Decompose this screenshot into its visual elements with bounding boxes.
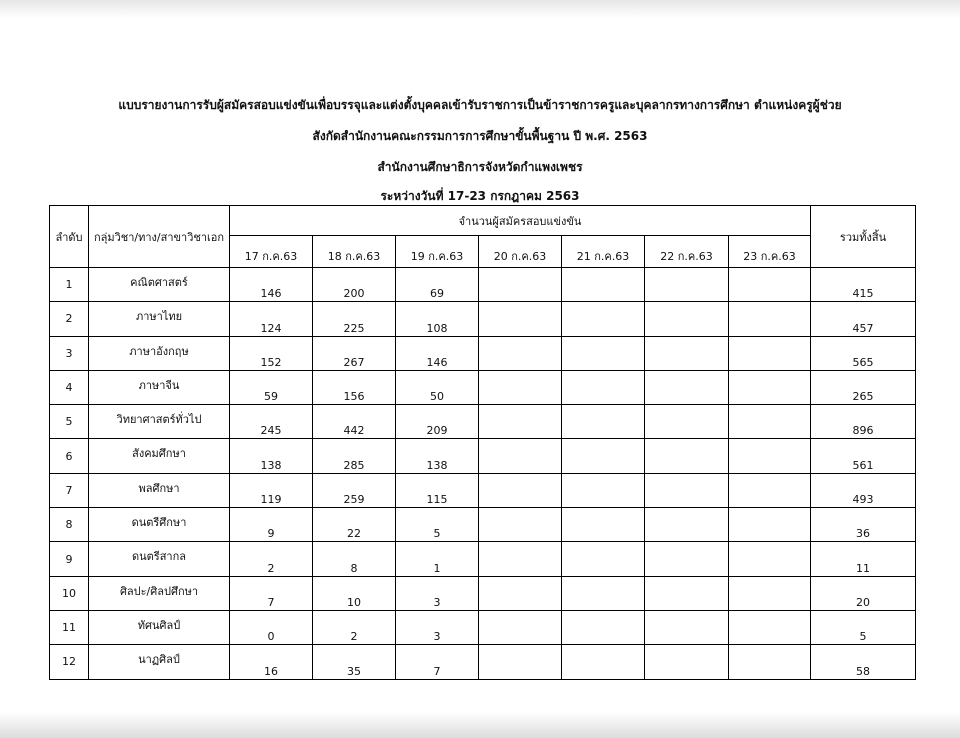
report-subtitle-office: สำนักงานศึกษาธิการจังหวัดกำแพงเพชร <box>377 160 583 174</box>
row-count-cell: 138 <box>396 439 479 473</box>
row-subject: ดนตรีสากล <box>89 542 230 576</box>
row-count-cell: 8 <box>313 542 396 576</box>
row-index: 7 <box>50 473 89 507</box>
table-row <box>50 439 916 473</box>
row-subject: ภาษาจีน <box>89 370 230 404</box>
row-count-cell: 50 <box>396 370 479 404</box>
report-date-range: ระหว่างวันที่ 17-23 กรกฎาคม 2563 <box>380 189 580 203</box>
header-date: 18 ก.ค.63 <box>313 236 396 268</box>
row-count-cell <box>645 439 729 473</box>
header-applicants-group: จำนวนผู้สมัครสอบแข่งขัน <box>230 206 811 236</box>
row-count-cell: 245 <box>230 405 313 439</box>
row-count-cell <box>729 610 811 644</box>
row-total: 36 <box>811 508 916 542</box>
row-index: 2 <box>50 302 89 336</box>
row-total: 493 <box>811 473 916 507</box>
row-total: 5 <box>811 610 916 644</box>
table-row <box>50 336 916 370</box>
row-index: 1 <box>50 268 89 302</box>
row-total: 561 <box>811 439 916 473</box>
row-count-cell <box>562 473 645 507</box>
row-count-cell: 3 <box>396 610 479 644</box>
table-row <box>50 542 916 576</box>
row-count-cell <box>562 302 645 336</box>
row-count-cell <box>479 508 562 542</box>
row-count-cell <box>645 576 729 610</box>
row-subject: พลศึกษา <box>89 473 230 507</box>
row-count-cell: 115 <box>396 473 479 507</box>
row-index: 5 <box>50 405 89 439</box>
row-count-cell <box>645 405 729 439</box>
row-subject: ภาษาไทย <box>89 302 230 336</box>
row-count-cell <box>729 508 811 542</box>
header-date: 19 ก.ค.63 <box>396 236 479 268</box>
header-date: 22 ก.ค.63 <box>645 236 729 268</box>
report-title: แบบรายงานการรับผู้สมัครสอบแข่งขันเพื่อบรรจุและแต่งตั้งบุคคลเข้ารับราชการเป็นข้าราชการครูและบุคลากรทางการศึกษา ตำแหน่งครูผู้ช่วย <box>118 98 842 112</box>
row-count-cell <box>562 405 645 439</box>
row-count-cell <box>729 336 811 370</box>
row-count-cell <box>729 439 811 473</box>
row-count-cell <box>562 542 645 576</box>
table-body <box>50 268 916 680</box>
table-row <box>50 508 916 542</box>
row-count-cell: 209 <box>396 405 479 439</box>
row-count-cell <box>729 473 811 507</box>
row-count-cell <box>479 302 562 336</box>
header-date: 21 ก.ค.63 <box>562 236 645 268</box>
row-total: 565 <box>811 336 916 370</box>
row-count-cell <box>645 508 729 542</box>
row-count-cell: 225 <box>313 302 396 336</box>
row-total: 415 <box>811 268 916 302</box>
row-total: 457 <box>811 302 916 336</box>
table-row <box>50 576 916 610</box>
row-count-cell: 0 <box>230 610 313 644</box>
row-count-cell <box>562 508 645 542</box>
header-date: 20 ก.ค.63 <box>479 236 562 268</box>
row-count-cell <box>729 268 811 302</box>
row-index: 12 <box>50 645 89 679</box>
row-count-cell <box>479 439 562 473</box>
row-index: 6 <box>50 439 89 473</box>
row-total: 896 <box>811 405 916 439</box>
row-count-cell <box>479 576 562 610</box>
row-subject: ภาษาอังกฤษ <box>89 336 230 370</box>
row-count-cell: 146 <box>230 268 313 302</box>
row-count-cell: 108 <box>396 302 479 336</box>
header-date: 23 ก.ค.63 <box>729 236 811 268</box>
row-count-cell <box>729 576 811 610</box>
row-count-cell: 138 <box>230 439 313 473</box>
row-count-cell <box>645 542 729 576</box>
row-count-cell <box>562 268 645 302</box>
row-count-cell: 59 <box>230 370 313 404</box>
row-count-cell: 1 <box>396 542 479 576</box>
row-index: 9 <box>50 542 89 576</box>
row-index: 8 <box>50 508 89 542</box>
report-subtitle-agency: สังกัดสำนักงานคณะกรรมการการศึกษาขั้นพื้นฐาน ปี พ.ศ. 2563 <box>312 129 648 143</box>
row-total: 58 <box>811 645 916 679</box>
row-count-cell <box>729 370 811 404</box>
table-row <box>50 370 916 404</box>
row-count-cell <box>645 610 729 644</box>
row-subject: นาฏศิลป์ <box>89 645 230 679</box>
row-count-cell <box>479 370 562 404</box>
row-count-cell <box>645 370 729 404</box>
row-count-cell <box>562 370 645 404</box>
row-subject: วิทยาศาสตร์ทั่วไป <box>89 405 230 439</box>
row-index: 11 <box>50 610 89 644</box>
applicants-table <box>49 205 916 680</box>
table-row <box>50 302 916 336</box>
row-count-cell: 69 <box>396 268 479 302</box>
row-count-cell: 152 <box>230 336 313 370</box>
row-count-cell <box>645 473 729 507</box>
row-count-cell <box>479 405 562 439</box>
row-count-cell <box>729 542 811 576</box>
row-count-cell <box>645 302 729 336</box>
row-subject: คณิตศาสตร์ <box>89 268 230 302</box>
row-count-cell <box>479 610 562 644</box>
row-count-cell <box>729 302 811 336</box>
row-count-cell <box>729 405 811 439</box>
row-count-cell <box>479 473 562 507</box>
header-index: ลำดับ <box>50 206 89 268</box>
header-subject: กลุ่มวิชา/ทาง/สาขาวิชาเอก <box>89 206 230 268</box>
row-count-cell: 124 <box>230 302 313 336</box>
row-count-cell: 119 <box>230 473 313 507</box>
row-count-cell: 5 <box>396 508 479 542</box>
row-count-cell <box>479 268 562 302</box>
row-count-cell <box>562 645 645 679</box>
row-count-cell: 35 <box>313 645 396 679</box>
row-count-cell <box>645 268 729 302</box>
row-count-cell: 2 <box>230 542 313 576</box>
row-count-cell: 2 <box>313 610 396 644</box>
row-count-cell: 442 <box>313 405 396 439</box>
row-count-cell <box>562 576 645 610</box>
table-row <box>50 268 916 302</box>
row-count-cell <box>645 645 729 679</box>
row-count-cell: 3 <box>396 576 479 610</box>
row-count-cell <box>645 336 729 370</box>
row-count-cell <box>479 336 562 370</box>
row-total: 11 <box>811 542 916 576</box>
row-subject: ทัศนศิลป์ <box>89 610 230 644</box>
row-total: 20 <box>811 576 916 610</box>
row-count-cell: 7 <box>230 576 313 610</box>
row-count-cell <box>562 336 645 370</box>
row-count-cell: 285 <box>313 439 396 473</box>
row-index: 3 <box>50 336 89 370</box>
row-count-cell <box>562 610 645 644</box>
header-date: 17 ก.ค.63 <box>230 236 313 268</box>
row-index: 10 <box>50 576 89 610</box>
row-index: 4 <box>50 370 89 404</box>
row-total: 265 <box>811 370 916 404</box>
header-total: รวมทั้งสิ้น <box>811 206 916 268</box>
row-count-cell <box>562 439 645 473</box>
row-count-cell <box>729 645 811 679</box>
row-count-cell: 10 <box>313 576 396 610</box>
row-count-cell: 16 <box>230 645 313 679</box>
row-count-cell: 22 <box>313 508 396 542</box>
row-subject: ดนตรีศึกษา <box>89 508 230 542</box>
row-count-cell: 259 <box>313 473 396 507</box>
row-subject: ศิลปะ/ศิลปศึกษา <box>89 576 230 610</box>
table-row <box>50 405 916 439</box>
row-count-cell: 267 <box>313 336 396 370</box>
table-row <box>50 473 916 507</box>
row-count-cell: 156 <box>313 370 396 404</box>
row-count-cell: 200 <box>313 268 396 302</box>
row-subject: สังคมศึกษา <box>89 439 230 473</box>
row-count-cell <box>479 645 562 679</box>
row-count-cell: 146 <box>396 336 479 370</box>
row-count-cell <box>479 542 562 576</box>
row-count-cell: 7 <box>396 645 479 679</box>
row-count-cell: 9 <box>230 508 313 542</box>
table-row <box>50 645 916 679</box>
table-row <box>50 610 916 644</box>
